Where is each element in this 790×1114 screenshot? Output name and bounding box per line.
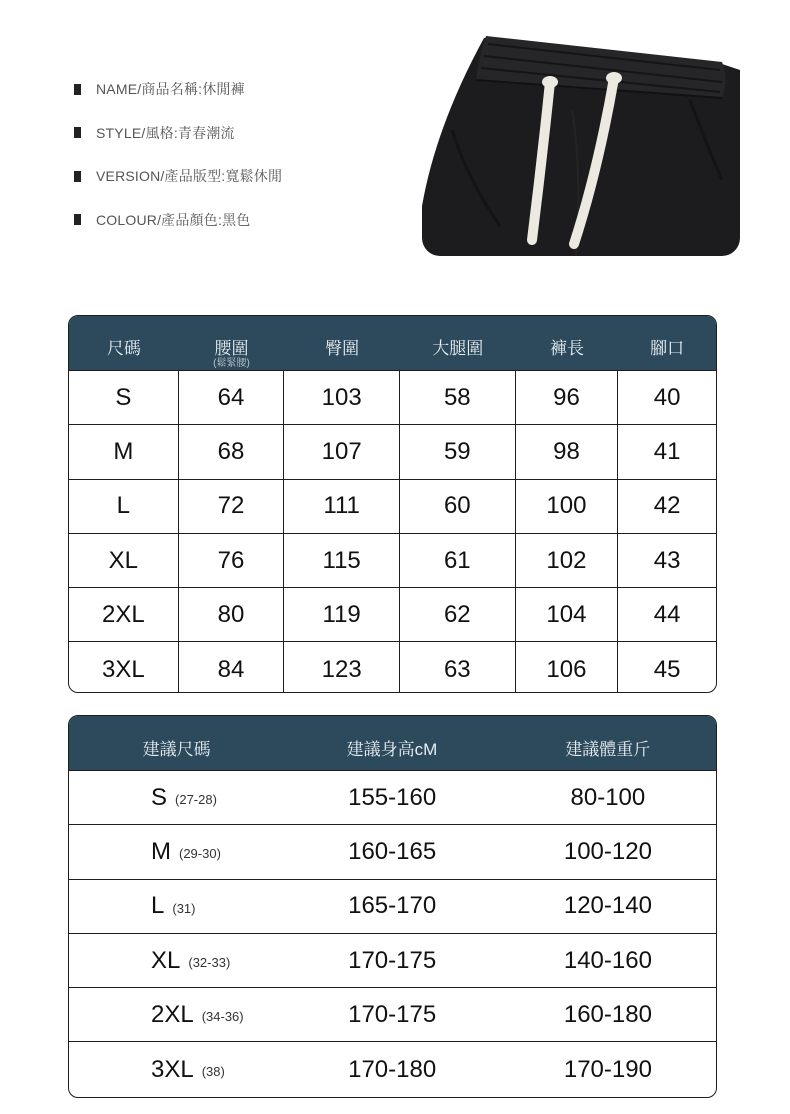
waist-cell: 80: [179, 588, 285, 641]
weight-cell: 160-180: [563, 1000, 652, 1028]
height-cell: 160-165: [348, 837, 437, 865]
size-cell: L: [69, 480, 179, 533]
size-cell: 3XL: [69, 642, 179, 693]
thigh-cell: 61: [400, 534, 516, 587]
header-hip: 臀圍: [325, 339, 360, 358]
hip-cell: 107: [284, 425, 400, 478]
spec-colour: [74, 209, 282, 231]
table-row: [69, 825, 716, 879]
table-row: [69, 771, 716, 825]
recommend-size-cell: [69, 771, 285, 824]
thigh-cell: 58: [400, 371, 516, 424]
hem-cell: 45: [653, 655, 681, 683]
header-length: 褲長: [549, 339, 584, 358]
waist-range: (38): [201, 1064, 225, 1080]
thigh-cell: 62: [400, 588, 516, 641]
hip-cell: 111: [284, 480, 400, 533]
size-table: [68, 315, 717, 693]
header-recommend-height: 建議身高cM: [346, 740, 438, 759]
table-row: [69, 534, 716, 588]
weight-cell: 120-140: [563, 892, 652, 920]
size-table-header: [69, 316, 716, 371]
hem-cell: 43: [653, 546, 681, 574]
header-size: 尺碼: [106, 339, 141, 358]
waist-cell: 72: [179, 480, 285, 533]
header-recommend-size: 建議尺碼: [142, 740, 211, 759]
waist-range: (29-30): [179, 846, 221, 862]
spec-style: [74, 122, 282, 144]
size-cell: S: [69, 371, 179, 424]
size-label: 2XL: [151, 1000, 194, 1028]
waist-range: (32-33): [188, 955, 231, 971]
waist-cell: 64: [179, 371, 285, 424]
spec-version: [74, 165, 282, 187]
waist-cell: 76: [179, 534, 285, 587]
height-cell: 170-180: [348, 1055, 437, 1083]
bullet-icon: [74, 214, 81, 225]
spec-name-text: NAME/商品名稱:休閒褲: [96, 81, 245, 97]
bullet-icon: [74, 84, 81, 95]
size-cell: XL: [69, 534, 179, 587]
size-label: XL: [151, 946, 181, 974]
header-thigh: 大腿圍: [432, 339, 484, 358]
recommend-table: [68, 715, 717, 1098]
table-row: [69, 425, 716, 479]
height-cell: 165-170: [348, 892, 437, 920]
recommend-size-cell: [69, 880, 285, 933]
pants-waistband-icon: [422, 30, 740, 256]
thigh-cell: 63: [400, 642, 516, 693]
table-row: [69, 371, 716, 425]
length-cell: 100: [516, 480, 619, 533]
size-label: S: [151, 783, 168, 811]
weight-cell: 170-190: [563, 1055, 652, 1083]
table-row: [69, 1042, 716, 1096]
spec-style-text: STYLE/風格:青春潮流: [96, 124, 235, 141]
length-cell: 104: [516, 588, 619, 641]
spec-name: [74, 78, 282, 100]
waist-cell: 68: [179, 425, 285, 478]
pants-waistband-photo: [422, 30, 740, 256]
header-waist-note: (鬆緊腰): [213, 358, 250, 369]
table-row: [69, 480, 716, 534]
table-row: [69, 588, 716, 642]
table-row: [69, 934, 716, 988]
size-label: L: [151, 892, 165, 920]
length-cell: 96: [516, 371, 619, 424]
hip-cell: 103: [284, 371, 400, 424]
length-cell: 106: [516, 642, 619, 693]
spec-version-text: VERSION/產品版型:寬鬆休閒: [96, 168, 283, 185]
size-label: 3XL: [151, 1055, 194, 1083]
header-waist: [179, 316, 285, 370]
waist-cell: 84: [179, 642, 285, 693]
hem-cell: 41: [653, 437, 681, 465]
waist-range: (31): [172, 900, 196, 916]
recommend-table-header: [69, 716, 716, 771]
thigh-cell: 59: [400, 425, 516, 478]
recommend-size-cell: [69, 988, 285, 1041]
recommend-size-cell: [69, 1042, 285, 1096]
header-waist-label: 腰圍: [214, 339, 249, 358]
waist-range: (27-28): [175, 792, 217, 808]
recommend-size-cell: [69, 934, 285, 987]
hem-cell: 40: [653, 383, 681, 411]
height-cell: 170-175: [348, 946, 437, 974]
spec-colour-text: COLOUR/產品顏色:黑色: [96, 211, 251, 228]
hip-cell: 119: [284, 588, 400, 641]
table-row: [69, 988, 716, 1042]
header-hem: 腳口: [650, 339, 685, 358]
product-specs: [74, 78, 282, 252]
height-cell: 155-160: [348, 783, 437, 811]
weight-cell: 100-120: [563, 837, 652, 865]
hem-cell: 44: [653, 600, 681, 628]
header-recommend-weight: 建議體重斤: [565, 740, 651, 759]
table-row: [69, 880, 716, 934]
weight-cell: 140-160: [563, 946, 652, 974]
hem-cell: 42: [653, 492, 681, 520]
hip-cell: 115: [284, 534, 400, 587]
weight-cell: 80-100: [570, 783, 646, 811]
length-cell: 102: [516, 534, 619, 587]
size-cell: 2XL: [69, 588, 179, 641]
thigh-cell: 60: [400, 480, 516, 533]
recommend-size-cell: [69, 825, 285, 878]
length-cell: 98: [516, 425, 619, 478]
hip-cell: 123: [284, 642, 400, 693]
bullet-icon: [74, 127, 81, 138]
height-cell: 170-175: [348, 1000, 437, 1028]
size-cell: M: [69, 425, 179, 478]
size-label: M: [151, 837, 171, 865]
bullet-icon: [74, 171, 81, 182]
table-row: [69, 642, 716, 693]
waist-range: (34-36): [201, 1009, 244, 1025]
